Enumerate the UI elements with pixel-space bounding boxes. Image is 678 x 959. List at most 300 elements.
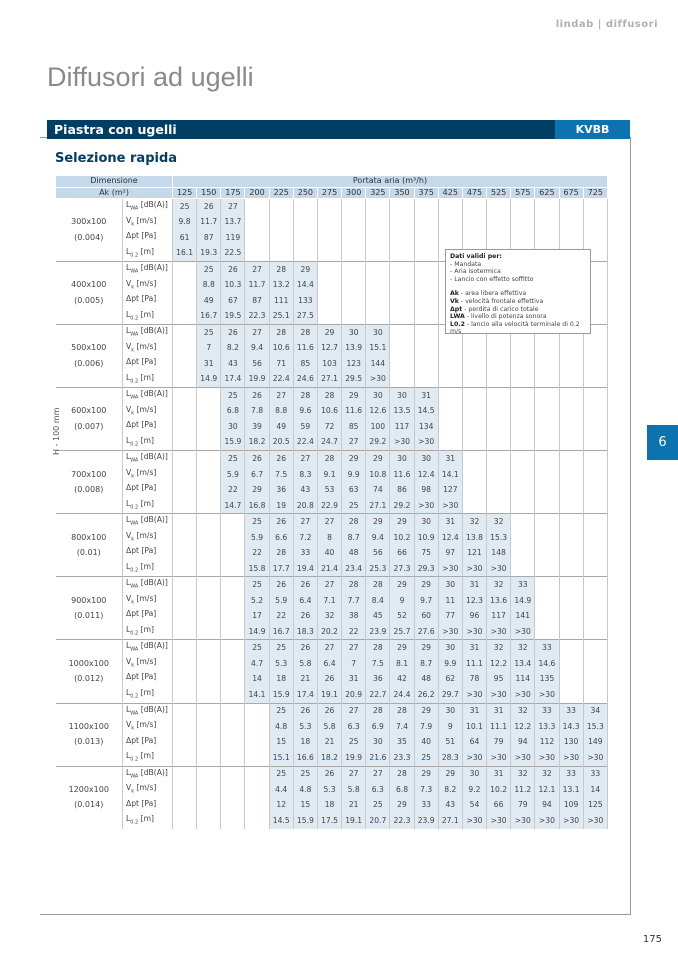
empty-cell (583, 482, 607, 498)
parameter-label (123, 703, 173, 719)
airflow-column-header: 300 (342, 187, 366, 199)
value-cell: 26 (317, 703, 341, 719)
value-cell: 40 (317, 545, 341, 561)
empty-cell (511, 482, 535, 498)
parameter-label (123, 262, 173, 278)
value-cell: >30 (535, 813, 559, 829)
value-cell: 31 (342, 671, 366, 687)
value-cell: 109 (559, 798, 583, 814)
dimension-size: 900x100 (71, 595, 107, 605)
value-cell: 32 (511, 703, 535, 719)
parameter-label (123, 624, 173, 640)
empty-cell (487, 356, 511, 372)
value-cell: 5.3 (269, 656, 293, 672)
dimension-cell (56, 325, 123, 341)
value-cell: 14.5 (414, 404, 438, 420)
empty-cell (559, 451, 583, 467)
empty-cell (583, 514, 607, 530)
empty-cell (487, 199, 511, 215)
param-subscript: k (131, 788, 135, 795)
table-row (56, 215, 608, 231)
value-cell: 26 (269, 514, 293, 530)
empty-cell (173, 451, 197, 467)
value-cell: 29.3 (414, 561, 438, 577)
value-cell: 15.3 (487, 530, 511, 546)
empty-cell (414, 278, 438, 294)
empty-cell (317, 215, 341, 231)
empty-cell (535, 624, 559, 640)
empty-cell (535, 388, 559, 404)
empty-cell (245, 766, 269, 782)
value-cell: 5.8 (293, 656, 317, 672)
dimension-cell (56, 388, 123, 404)
header-row-2 (56, 187, 608, 199)
parameter-label (123, 451, 173, 467)
empty-cell (438, 419, 462, 435)
param-subscript: k (131, 536, 135, 543)
param-symbol: V (126, 467, 132, 477)
value-cell: >30 (390, 435, 414, 451)
parameter-label (123, 640, 173, 656)
value-cell: >30 (511, 750, 535, 766)
empty-cell (390, 230, 414, 246)
legend-term: Ak (450, 290, 459, 298)
empty-cell (197, 561, 221, 577)
empty-cell (221, 656, 245, 672)
empty-cell (535, 419, 559, 435)
value-cell: >30 (583, 750, 607, 766)
value-cell: 10.2 (390, 530, 414, 546)
empty-cell (197, 798, 221, 814)
empty-cell (559, 608, 583, 624)
param-subscript: 0.2 (130, 504, 139, 511)
value-cell: 25 (221, 451, 245, 467)
empty-cell (559, 593, 583, 609)
empty-cell (583, 577, 607, 593)
parameter-label (123, 419, 173, 435)
empty-cell (559, 372, 583, 388)
param-subscript: k (131, 284, 135, 291)
value-cell: 13.2 (269, 278, 293, 294)
value-cell: 26 (317, 671, 341, 687)
value-cell: 27.1 (366, 498, 390, 514)
empty-cell (173, 278, 197, 294)
empty-cell (583, 656, 607, 672)
value-cell: 28 (390, 703, 414, 719)
value-cell: 13.3 (535, 719, 559, 735)
value-cell: 31 (462, 577, 486, 593)
param-subscript: WA (130, 646, 139, 653)
value-cell: 28 (366, 577, 390, 593)
value-cell: 78 (462, 671, 486, 687)
empty-cell (366, 278, 390, 294)
value-cell: 13.8 (462, 530, 486, 546)
parameter-label (123, 498, 173, 514)
value-cell: 27 (245, 325, 269, 341)
empty-cell (173, 514, 197, 530)
empty-cell (197, 545, 221, 561)
value-cell: 27.1 (438, 813, 462, 829)
empty-cell (342, 199, 366, 215)
param-subscript: 0.2 (130, 567, 139, 574)
parameter-label (123, 356, 173, 372)
value-cell: 14.4 (293, 278, 317, 294)
value-cell: 27.3 (390, 561, 414, 577)
value-cell: 29 (245, 482, 269, 498)
param-subscript: 0.2 (130, 252, 139, 259)
value-cell: 25 (414, 750, 438, 766)
value-cell: 33 (535, 640, 559, 656)
table-row (56, 624, 608, 640)
value-cell: 29.2 (366, 435, 390, 451)
parameter-label (123, 671, 173, 687)
value-cell: 29 (414, 766, 438, 782)
value-cell: 39 (245, 419, 269, 435)
value-cell: 13.9 (342, 341, 366, 357)
parameter-label (123, 530, 173, 546)
value-cell: 25 (269, 703, 293, 719)
param-subscript: WA (130, 268, 139, 275)
value-cell: >30 (366, 372, 390, 388)
empty-cell (414, 293, 438, 309)
empty-cell (414, 341, 438, 357)
parameter-label (123, 199, 173, 215)
value-cell: 22.4 (269, 372, 293, 388)
empty-cell (221, 782, 245, 798)
empty-cell (462, 419, 486, 435)
empty-cell (559, 530, 583, 546)
param-symbol: V (126, 720, 132, 730)
value-cell: 23.9 (366, 624, 390, 640)
value-cell: 20.2 (317, 624, 341, 640)
dimension-ak: (0.004) (74, 232, 104, 242)
value-cell: >30 (559, 750, 583, 766)
param-symbol: V (126, 530, 132, 540)
value-cell: 26 (245, 388, 269, 404)
value-cell: 8.8 (197, 278, 221, 294)
value-cell: 22.4 (293, 435, 317, 451)
empty-cell (173, 766, 197, 782)
value-cell: 13.1 (559, 782, 583, 798)
value-cell: 16.8 (245, 498, 269, 514)
value-cell: 5.9 (269, 593, 293, 609)
empty-cell (221, 561, 245, 577)
empty-cell (293, 230, 317, 246)
empty-cell (173, 750, 197, 766)
value-cell: 31 (438, 451, 462, 467)
param-unit: [Pa] (139, 357, 157, 367)
param-symbol: L (126, 452, 131, 462)
value-cell: 25 (245, 577, 269, 593)
empty-cell (173, 608, 197, 624)
empty-cell (173, 404, 197, 420)
empty-cell (197, 388, 221, 404)
empty-cell (197, 782, 221, 798)
value-cell: 33 (293, 545, 317, 561)
value-cell: 21.6 (366, 750, 390, 766)
value-cell: 62 (438, 671, 462, 687)
empty-cell (559, 341, 583, 357)
empty-cell (221, 624, 245, 640)
dimension-cell (56, 640, 123, 656)
empty-cell (245, 246, 269, 262)
param-symbol: L (126, 767, 131, 777)
value-cell: 14.1 (438, 467, 462, 483)
param-unit: [m] (138, 814, 154, 824)
param-symbol: L (126, 326, 131, 336)
empty-cell (511, 372, 535, 388)
empty-cell (487, 215, 511, 231)
value-cell: 19.1 (317, 687, 341, 703)
value-cell: 26 (269, 577, 293, 593)
value-cell: 6.7 (245, 467, 269, 483)
value-cell: 9.4 (245, 341, 269, 357)
value-cell: 25 (221, 388, 245, 404)
empty-cell (245, 750, 269, 766)
empty-cell (197, 451, 221, 467)
airflow-header: Portata aria (m³/h) (173, 176, 608, 188)
empty-cell (173, 356, 197, 372)
value-cell: 29.5 (342, 372, 366, 388)
empty-cell (173, 577, 197, 593)
value-cell: 79 (511, 798, 535, 814)
empty-cell (173, 482, 197, 498)
param-unit: [Pa] (139, 420, 157, 430)
value-cell: 12.3 (462, 593, 486, 609)
airflow-column-header: 625 (535, 187, 559, 199)
empty-cell (197, 482, 221, 498)
empty-cell (414, 372, 438, 388)
param-symbol: V (126, 215, 132, 225)
value-cell: 141 (511, 608, 535, 624)
value-cell: 28 (366, 703, 390, 719)
value-cell: 17.5 (317, 813, 341, 829)
param-unit: [m] (138, 751, 154, 761)
value-cell: 23.3 (390, 750, 414, 766)
value-cell: 130 (559, 735, 583, 751)
value-cell: 32 (487, 577, 511, 593)
parameter-label (123, 293, 173, 309)
parameter-label (123, 467, 173, 483)
table-row (56, 530, 608, 546)
info-conditions (450, 261, 586, 284)
parameter-label (123, 325, 173, 341)
dimension-cell (56, 577, 123, 593)
section-title: Piastra con ugelli (47, 120, 555, 139)
empty-cell (583, 608, 607, 624)
value-cell: 30 (438, 577, 462, 593)
value-cell: 29 (366, 451, 390, 467)
value-cell: 33 (511, 577, 535, 593)
empty-cell (293, 246, 317, 262)
value-cell: 20.8 (293, 498, 317, 514)
empty-cell (462, 356, 486, 372)
value-cell: 11.6 (293, 341, 317, 357)
table-row (56, 719, 608, 735)
empty-cell (487, 419, 511, 435)
empty-cell (245, 230, 269, 246)
value-cell: 31 (487, 766, 511, 782)
param-unit: [m/s] (134, 278, 157, 288)
param-symbol: Δpt (126, 294, 139, 304)
param-subscript: WA (130, 773, 139, 780)
table-row (56, 813, 608, 829)
value-cell: 13.5 (390, 404, 414, 420)
table-row (56, 798, 608, 814)
value-cell: 33 (559, 766, 583, 782)
table-row (56, 435, 608, 451)
empty-cell (317, 230, 341, 246)
parameter-label (123, 766, 173, 782)
empty-cell (583, 356, 607, 372)
empty-cell (559, 640, 583, 656)
value-cell: 149 (583, 735, 607, 751)
empty-cell (390, 309, 414, 325)
empty-cell (462, 388, 486, 404)
airflow-column-header: 275 (317, 187, 341, 199)
param-symbol: V (126, 341, 132, 351)
legend-text: - livello di potenza sonora (464, 313, 547, 321)
value-cell: 27 (342, 640, 366, 656)
empty-cell (583, 671, 607, 687)
dimension-cell (56, 262, 123, 278)
value-cell: 11.6 (390, 467, 414, 483)
empty-cell (462, 199, 486, 215)
empty-cell (197, 514, 221, 530)
value-cell: 14.3 (559, 719, 583, 735)
empty-cell (173, 593, 197, 609)
value-cell: 12.2 (511, 719, 535, 735)
value-cell: 18 (269, 671, 293, 687)
empty-cell (535, 199, 559, 215)
value-cell: >30 (583, 813, 607, 829)
value-cell: 7.4 (390, 719, 414, 735)
empty-cell (390, 356, 414, 372)
empty-cell (559, 404, 583, 420)
param-symbol: L (126, 263, 131, 273)
table-row (56, 230, 608, 246)
empty-cell (366, 246, 390, 262)
value-cell: 27.6 (414, 624, 438, 640)
empty-cell (535, 608, 559, 624)
airflow-column-header: 350 (390, 187, 414, 199)
param-subscript: 0.2 (130, 441, 139, 448)
empty-cell (535, 215, 559, 231)
empty-cell (173, 388, 197, 404)
airflow-column-header: 325 (366, 187, 390, 199)
param-unit: [dB(A)] (138, 704, 168, 714)
empty-cell (173, 435, 197, 451)
param-symbol: V (126, 404, 132, 414)
empty-cell (559, 561, 583, 577)
chapter-tab[interactable]: 6 (647, 425, 678, 460)
empty-cell (462, 451, 486, 467)
value-cell: 32 (487, 514, 511, 530)
empty-cell (511, 467, 535, 483)
info-condition: - Mandata (450, 260, 482, 268)
value-cell: 133 (293, 293, 317, 309)
value-cell: >30 (462, 813, 486, 829)
value-cell: 27 (366, 766, 390, 782)
empty-cell (245, 782, 269, 798)
empty-cell (438, 388, 462, 404)
value-cell: 71 (269, 356, 293, 372)
airflow-column-header: 525 (487, 187, 511, 199)
value-cell: 26 (221, 262, 245, 278)
value-cell: 29 (390, 514, 414, 530)
empty-cell (317, 293, 341, 309)
value-cell: 29 (390, 577, 414, 593)
empty-cell (535, 230, 559, 246)
value-cell: 7.5 (366, 656, 390, 672)
value-cell: 95 (487, 671, 511, 687)
empty-cell (221, 735, 245, 751)
value-cell: 27.5 (293, 309, 317, 325)
parameter-label (123, 813, 173, 829)
param-unit: [Pa] (139, 672, 157, 682)
value-cell: 9.8 (173, 215, 197, 231)
value-cell: 28.3 (438, 750, 462, 766)
empty-cell (173, 671, 197, 687)
value-cell: 5.8 (317, 719, 341, 735)
parameter-label (123, 656, 173, 672)
value-cell: 32 (317, 608, 341, 624)
value-cell: 14.7 (221, 498, 245, 514)
value-cell: 9.7 (414, 593, 438, 609)
value-cell: 15.1 (269, 750, 293, 766)
value-cell: >30 (511, 624, 535, 640)
empty-cell (511, 388, 535, 404)
value-cell: 28 (342, 514, 366, 530)
value-cell: 22 (342, 624, 366, 640)
dimension-ak: (0.011) (74, 611, 104, 621)
value-cell: 32 (535, 766, 559, 782)
param-subscript: WA (130, 520, 139, 527)
value-cell: 12.7 (317, 341, 341, 357)
value-cell: 100 (366, 419, 390, 435)
empty-cell (342, 230, 366, 246)
value-cell: 9.4 (366, 530, 390, 546)
empty-cell (511, 451, 535, 467)
empty-cell (511, 404, 535, 420)
value-cell: 23.9 (414, 813, 438, 829)
value-cell: 30 (390, 451, 414, 467)
value-cell: 10.2 (487, 782, 511, 798)
empty-cell (197, 435, 221, 451)
empty-cell (438, 372, 462, 388)
empty-cell (366, 215, 390, 231)
param-unit: [m/s] (134, 783, 157, 793)
value-cell: 27 (269, 388, 293, 404)
value-cell: 15.3 (583, 719, 607, 735)
value-cell: 30 (414, 451, 438, 467)
value-cell: 87 (197, 230, 221, 246)
dimension-ak: (0.01) (76, 548, 101, 558)
empty-cell (583, 419, 607, 435)
value-cell: 27 (317, 514, 341, 530)
empty-cell (390, 325, 414, 341)
empty-cell (197, 530, 221, 546)
legend-term: L0.2 (450, 320, 465, 328)
value-cell: 25 (342, 735, 366, 751)
value-cell: 17.7 (269, 561, 293, 577)
value-cell: 15.9 (269, 687, 293, 703)
value-cell: 19 (269, 498, 293, 514)
param-subscript: 0.2 (130, 315, 139, 322)
empty-cell (535, 356, 559, 372)
value-cell: 7.2 (293, 530, 317, 546)
param-unit: [m] (138, 372, 154, 382)
